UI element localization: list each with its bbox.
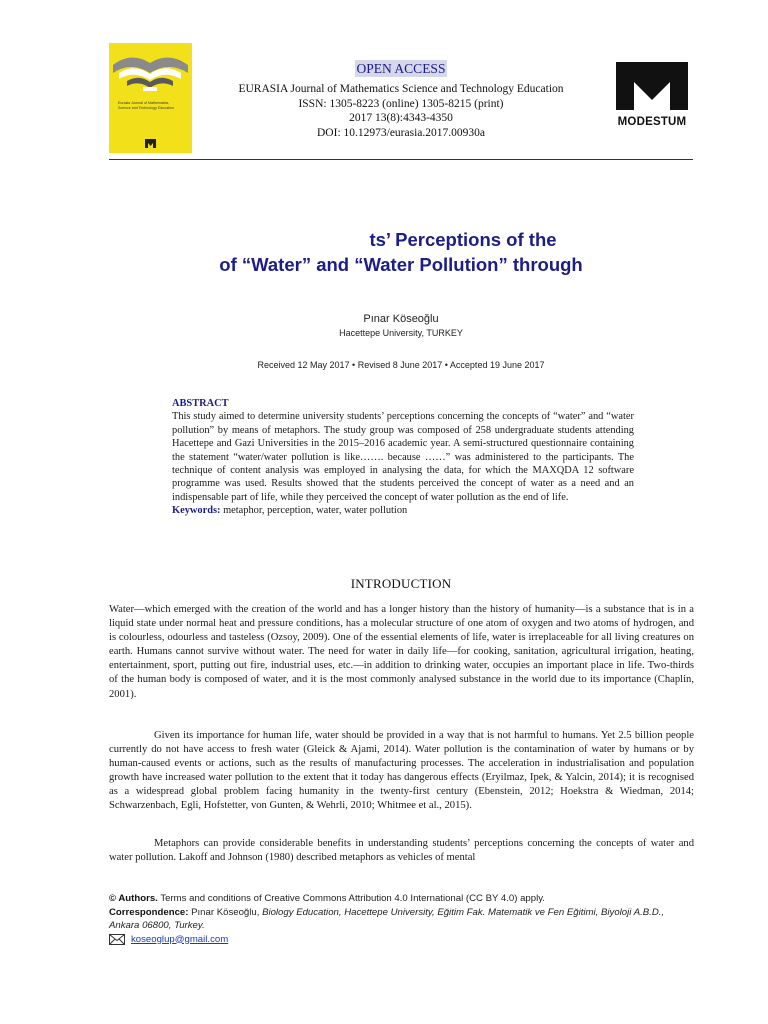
issn: ISSN: 1305-8223 (online) 1305-8215 (print) (298, 97, 504, 110)
authors-label: © Authors. (109, 893, 158, 904)
author-affiliation: Hacettepe University, TURKEY (339, 328, 463, 338)
author-name: Pınar Köseoğlu (363, 313, 439, 325)
modestum-m-icon (616, 62, 688, 110)
article-footer (109, 892, 694, 946)
correspondence-email-link[interactable]: koseoglup@gmail.com (131, 933, 229, 945)
envelope-icon (109, 934, 125, 945)
cover-journal-name: Eurasia Journal of Mathematics, Science and Technology Education (118, 101, 174, 110)
publisher-logo (614, 62, 690, 128)
abstract-label: ABSTRACT (172, 398, 229, 409)
correspondence-label: Correspondence: (109, 906, 189, 918)
title-line-1: ts’ Perceptions of the (369, 229, 557, 250)
journal-cover-thumbnail (109, 43, 192, 153)
journal-header (196, 60, 606, 140)
abstract-section (172, 397, 634, 518)
title-line-2: of “Water” and “Water Pollution” through (219, 254, 583, 275)
open-access-badge: OPEN ACCESS (356, 61, 446, 76)
cover-book-icon (109, 43, 192, 153)
article-title (109, 227, 693, 277)
license-line (109, 892, 694, 906)
correspondence-address: Biology Education, Hacettepe University, Eğitim Fak. Matematik ve Fen Eğitimi, Biyoloji A.B.D., Ankara 06800, Turkey. (109, 906, 665, 931)
header-divider (109, 159, 693, 160)
intro-paragraph-1: Water—which emerged with the creation of the world and has a longer history than the history of humanity—is a substance that is in a liquid state under normal heat and pressure conditions, has a molecular structure of one atom of oxygen and two atoms of hydrogen, and is colourless, odourless and tasteless (Ozsoy, 2009). One of the essential elements of life, water is irreplaceable for all living creatures on earth. Humans cannot survive without water. The need for water in daily life—for cooking, sanitation, agricultural irrigation, heating, entertainment, sport, putting out fire, industrial uses, etc.—in addition to drinking water, occupies an important place in life. Two-thirds of the human body is composed of water, and it is the most commonly analysed substance in the world due to its importance (Chaplin, 2001). (109, 604, 694, 700)
doi: DOI: 10.12973/eurasia.2017.00930a (317, 126, 485, 139)
journal-name: EURASIA Journal of Mathematics Science and Technology Education (238, 83, 564, 95)
keywords-label: Keywords: (172, 505, 221, 517)
article-dates: Received 12 May 2017 • Revised 8 June 2017 • Accepted 19 June 2017 (257, 360, 545, 370)
volume-pages: 2017 13(8):4343-4350 (349, 112, 453, 124)
introduction-heading: INTRODUCTION (350, 576, 452, 591)
correspondence-line (109, 906, 694, 933)
keywords-line (172, 504, 634, 517)
license-text: Terms and conditions of Creative Commons Attribution 4.0 International (CC BY 4.0) apply. (160, 893, 545, 904)
publisher-name: MODESTUM (617, 116, 687, 128)
correspondence-name: Pınar Köseoğlu, (191, 906, 260, 918)
keywords-list: metaphor, perception, water, water pollution (223, 505, 408, 517)
intro-paragraph-3: Metaphors can provide considerable benefits in understanding students’ perceptions concerning the concepts of water and water pollution. Lakoff and Johnson (1980) described metaphors as vehicles of mental (109, 838, 694, 864)
intro-paragraph-2: Given its importance for human life, water should be provided in a way that is not harmful to humans. Yet 2.5 billion people currently do not have access to fresh water (Gleick & Ajami, 2014). Water pollution is the contamination of water by humans or by human-caused events or actions, such as the results of manufacturing processes. The acceleration in industrialisation and population growth have increased water pollution to the extent that it today has dangerous effects (Eryilmaz, Ipek, & Yalcin, 2014); it is recognised as a widespread global problem facing humanity in the twenty-first century (Ebenstein, 2012; Hoekstra & Wiedman, 2014; Schwarzenbach, Egli, Hofstetter, von Gunten, & Wehrli, 2010; Whitmee et al., 2015). (109, 730, 694, 812)
email-row (109, 933, 694, 947)
abstract-text: This study aimed to determine university students’ perceptions concerning the concepts of “water” and “water pollution” by means of metaphors. The study group was composed of 258 undergraduate students attending Hacettepe and Gazi Universities in the 2015–2016 academic year. A semi-structured questionnaire containing the statement “water/water pollution is like……. because ……” was administered to the participants. The technique of content analysis was employed in analysing the data, for which the MAXQDA 12 software programme was used. Results showed that the students perceived the concept of water as a need and an indispensable part of life, while they perceived the concept of water pollution as the end of life. (172, 411, 634, 503)
